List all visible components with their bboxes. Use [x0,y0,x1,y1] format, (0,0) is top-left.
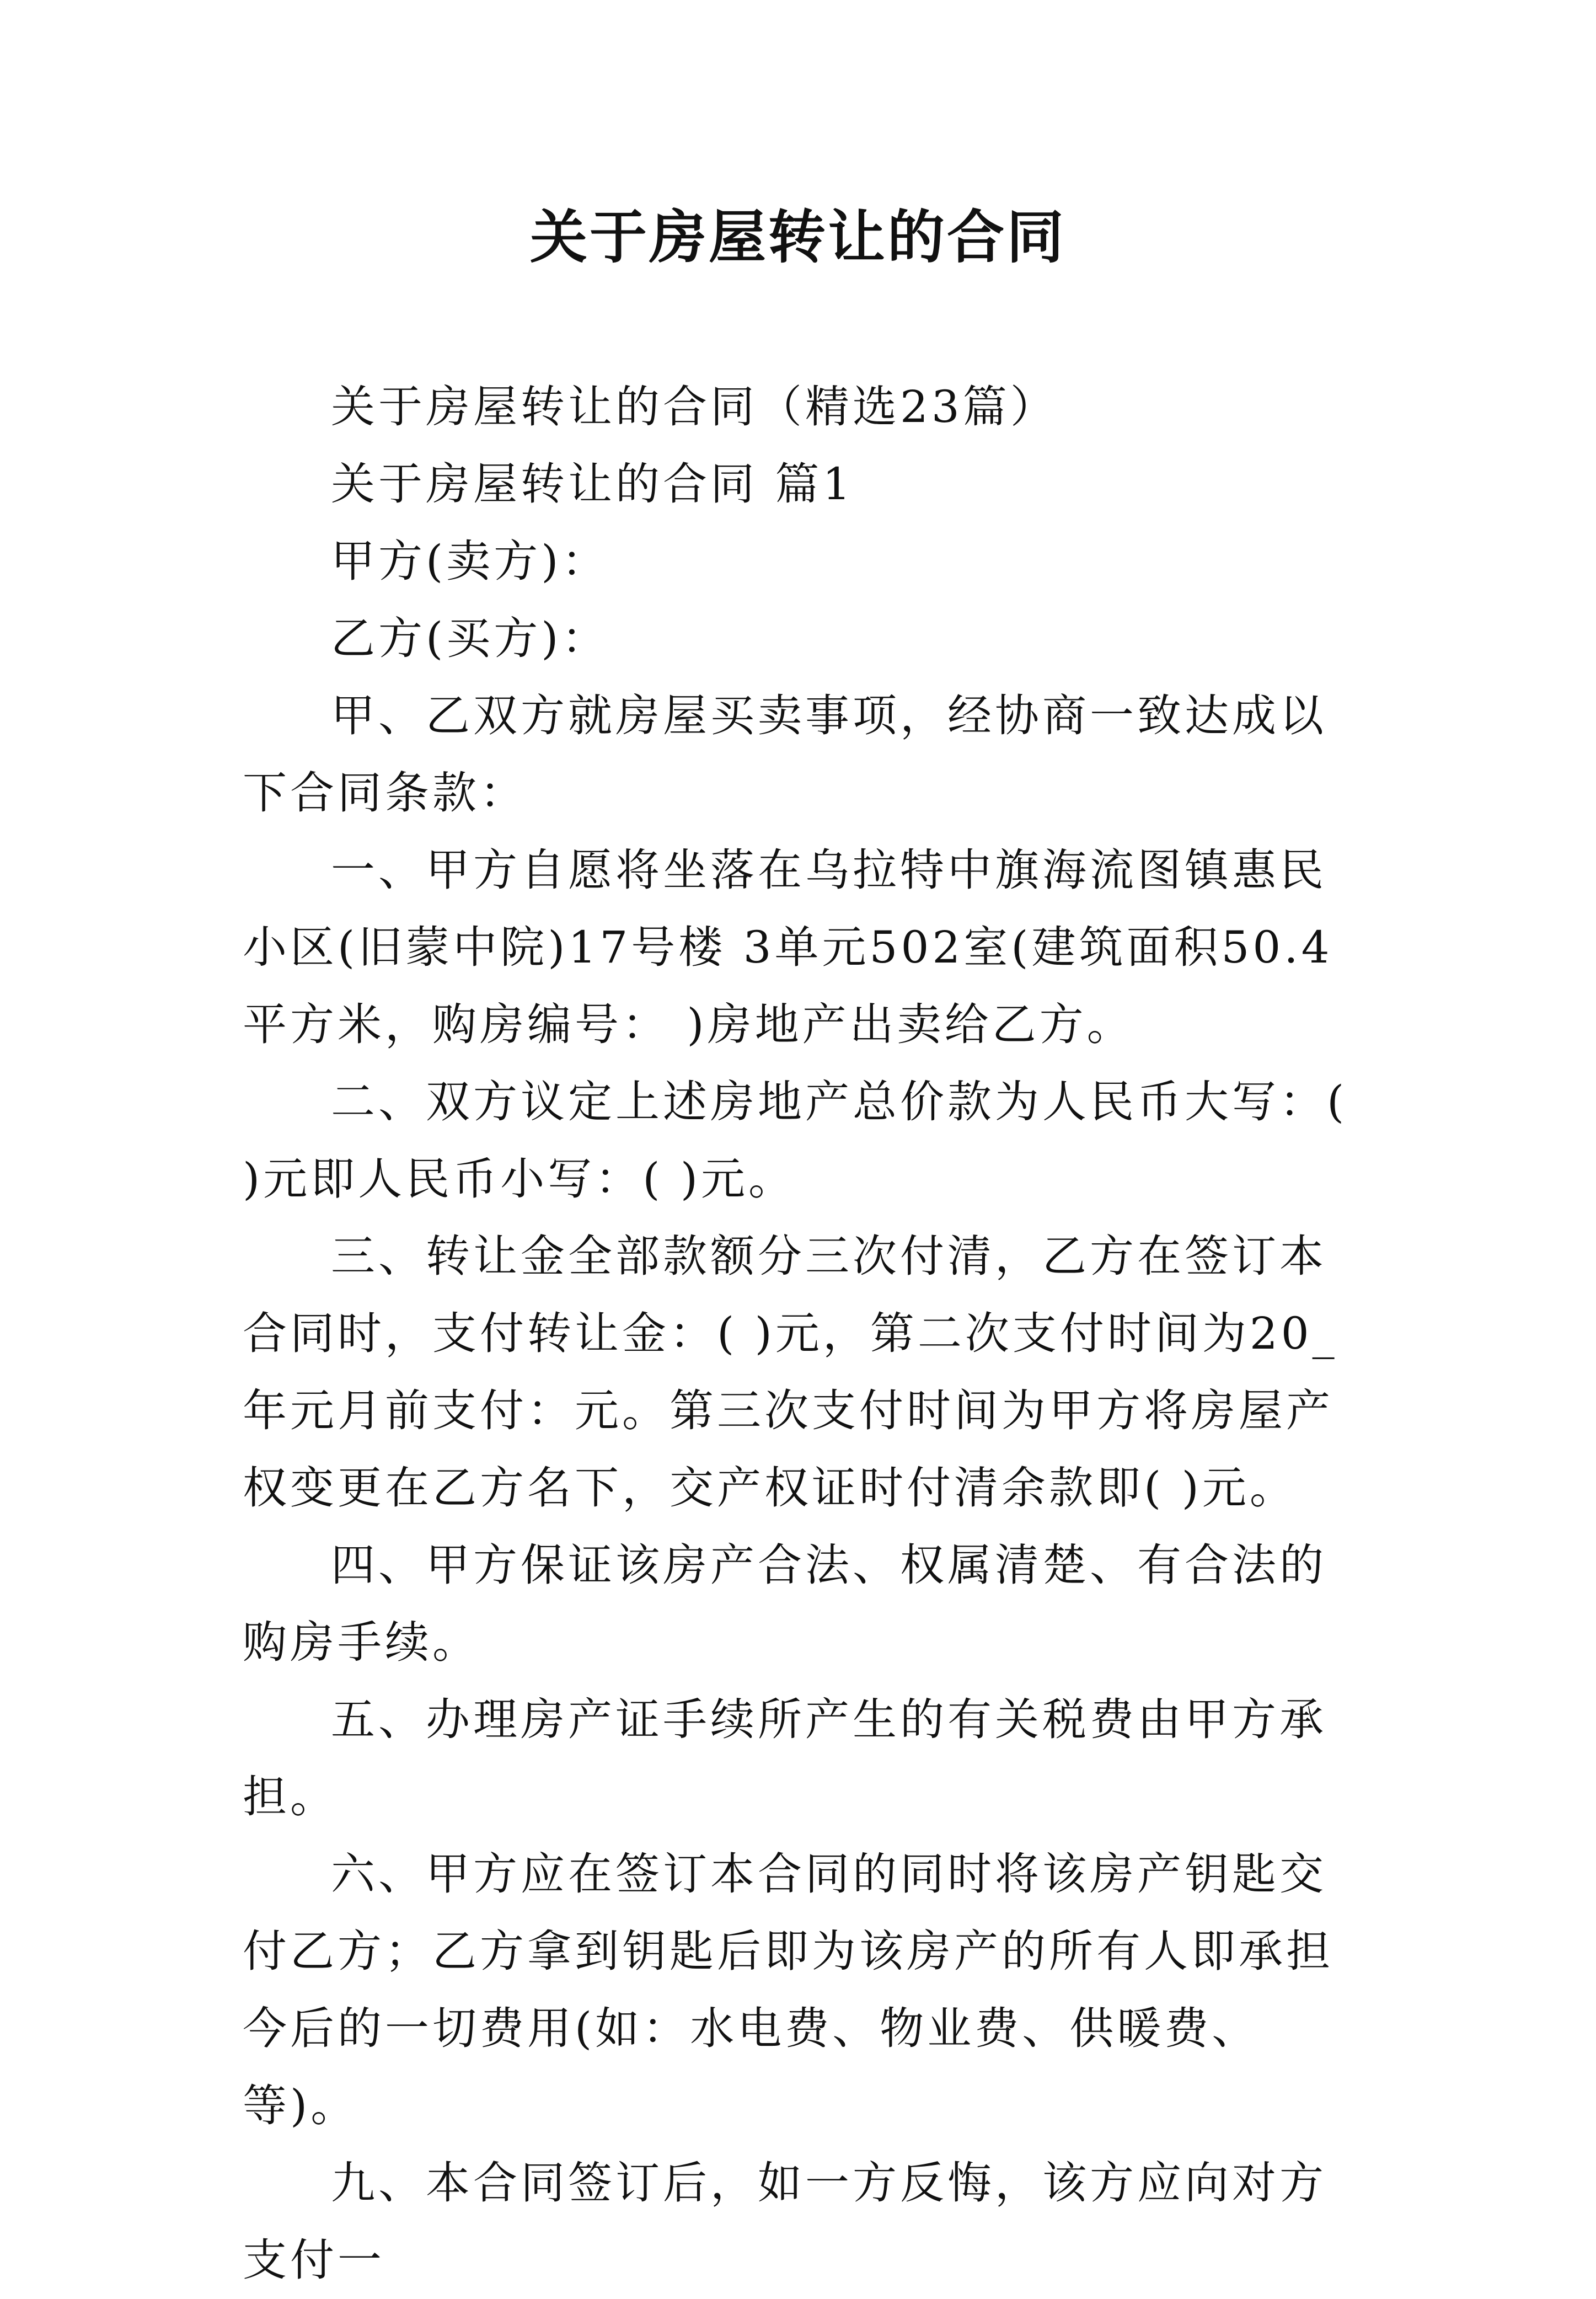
paragraph-clause-6: 六、甲方应在签订本合同的同时将该房产钥匙交付乙方；乙方拿到钥匙后即为该房产的所有人即承担今后的一切费用(如：水电费、物业费、供暖费、等)。 [243,1848,1333,2131]
paragraph-collection-heading: 关于房屋转让的合同（精选23篇） [331,381,1058,432]
paragraph-clause-1: 一、甲方自愿将坐落在乌拉特中旗海流图镇惠民小区(旧蒙中院)17号楼 3单元502室(建筑面积50.4平方米，购房编号： )房地产出卖给乙方。 [243,844,1333,1050]
document-title: 关于房屋转让的合同 [529,203,1066,271]
document-body [243,368,1357,2299]
paragraph-clause-4: 四、甲方保证该房产合法、权属清楚、有合法的购房手续。 [243,1539,1327,1668]
paragraph-clause-3: 三、转让金全部款额分三次付清，乙方在签订本合同时，支付转让金：( )元，第二次支付时间为20_年元月前支付：元。第三次支付时间为甲方将房屋产权变更在乙方名下，交产权证时付清余款即( )元。 [243,1231,1338,1514]
paragraph-agreement-intro: 甲、乙双方就房屋买卖事项，经协商一致达成以下合同条款： [243,690,1327,819]
paragraph-clause-2: 二、双方议定上述房地产总价款为人民币大写：( )元即人民币小写：( )元。 [243,1076,1348,1205]
paragraph-clause-5: 五、办理房产证手续所产生的有关税费由甲方承担。 [243,1694,1327,1822]
paragraph-party-a: 甲方(卖方)： [331,536,609,587]
paragraph-party-b: 乙方(买方)： [331,613,609,664]
paragraph-clause-9: 九、本合同签订后，如一方反悔，该方应向对方支付一 [243,2157,1327,2286]
paragraph-section-heading: 关于房屋转让的合同 篇1 [331,458,854,510]
